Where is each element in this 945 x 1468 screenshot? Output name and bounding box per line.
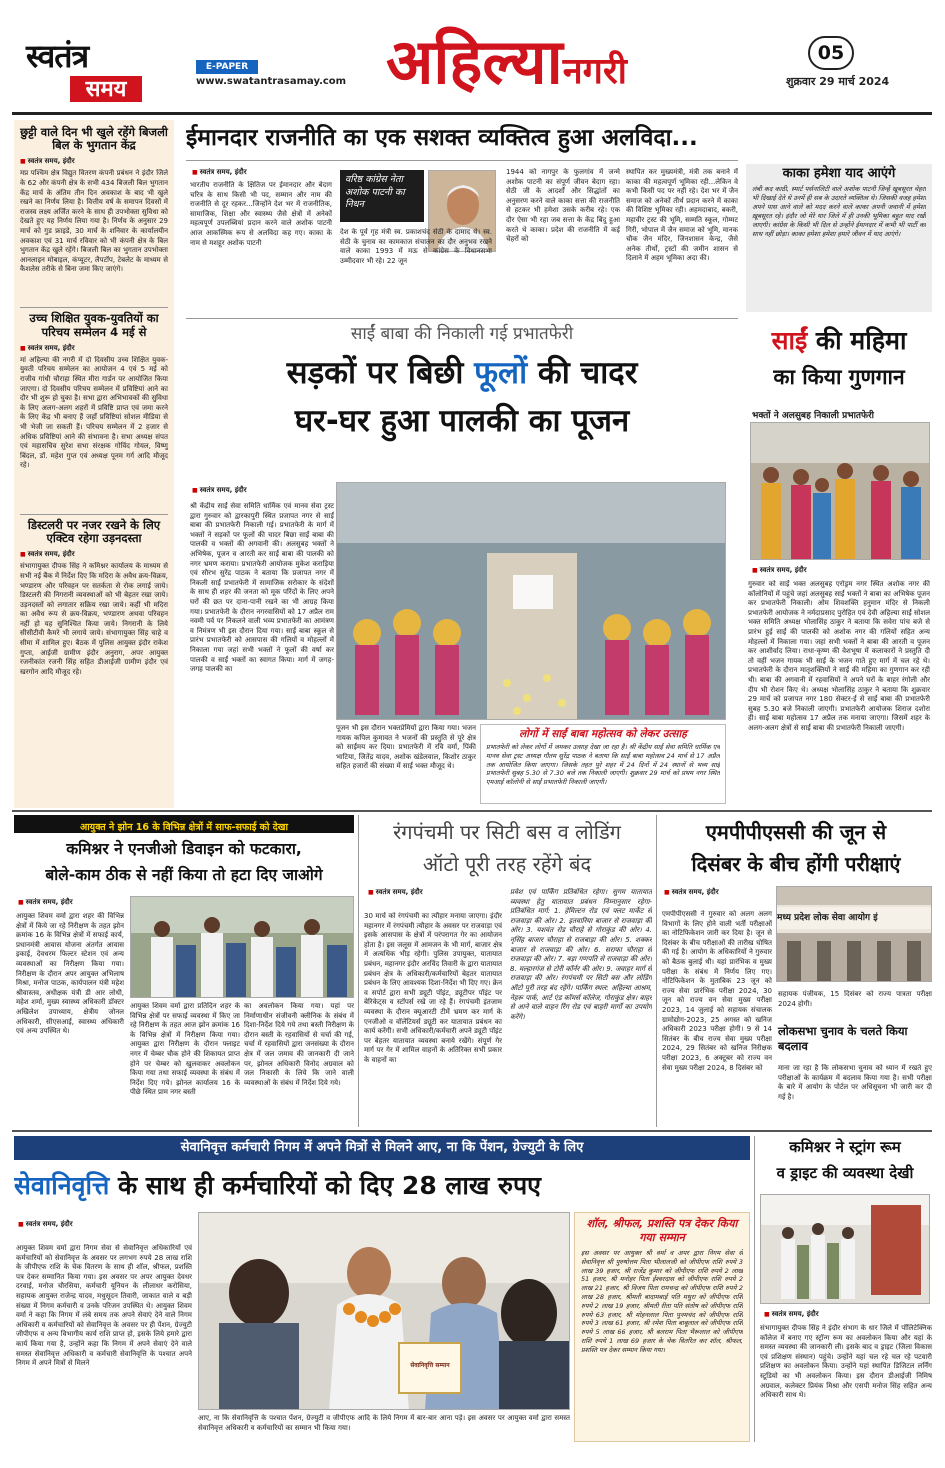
sai-headline-flowers: फूलों (474, 355, 528, 391)
building-illustration (777, 887, 932, 982)
pension-caption: आए, ना कि सेवानिवृत्ति के पश्चात पेंशन, ग्रेज्युटी व जीपीएफ आदि के लिये निगम में बार-बार आना पड़े। इस अवसर पर आयुक्त वर्मा द्वारा समस्त सेवानिवृत्त अधिकारी व कर्मचारियों का सम्मान भी किया गया। (198, 1414, 570, 1432)
pension-kicker (14, 1136, 750, 1160)
strong-room-body: संभागायुक्त दीपक सिंह ने इंदौर संभाग के धार जिले में पॉलिटेक्निक कॉलेज में बनाए गए स्ट्रॉन्ग रूम का अवलोकन किया और यहां के समस्त व्यवस्था की जानकारी ली। इसके बाद व ड्राइट (जिला विकास एवं प्रशिक्षण संस्थान) पहुंचे। उन्होंने यहां चल रहे चल रहे पटवारी प्रशिक्षण का अवलोकन किया। उन्होंने यहां स्थापित डिजिटल लर्निंग स्टूडियो का भी अवलोकन किया। इस दौरान डीआईजी निमिष अग्रवाल, कलेक्टर प्रियंक मिश्रा और एसपी मनोज सिंह सहित अन्य अधिकारी साथ थे। (760, 1324, 932, 1400)
story-intro-meet-headline: उच्च शिक्षित युवक-युवतियों का परिचय सम्मेलन 4 मई से (29, 311, 159, 339)
logo (26, 38, 164, 108)
masthead-rule (12, 112, 932, 115)
felicitation-box-body: इस अवसर पर आयुक्त श्री वर्मा व अपर द्वारा निगम सेवा से सेवानिवृत्त श्री पुरुषोत्तम पिता भीलालजी को जीपीएफ राशि रुपये 3 लाख 39 हजार, श्री राजेंद्र कुमार को जीपीएफ राशि रुपये 2 लाख 51 हजार, श्री मनोहर पिता ईश्वरदास को जीपीएफ राशि रुपये 2 लाख 21 हजार, श्री विजय पिता रामचन्द्र को जीपीएफ राशि रुपये 2 लाख 28 हजार, श्रीमती बादामबाई पति मथुरा को जीपीएफ राशि रुपये 2 लाख 19 हजार, श्रीमती रीता पति संतोष को जीपीएफ राशि रुपये 63 हजार, श्री मोहनलाल पिता पूनमचंद को जीपीएफ राशि रुपये 3 लाख 61 हजार, श्री रमेश पिता बाबूलाल को जीपीएफ राशि रुपये 5 लाख 66 हजार, श्री बलराम पिता भैरूलाल को जीपीएफ राशि रुपये 1 लाख 69 हजार के चेक वितरित कर शॉल, श्रीफल, प्रशस्ति पत्र देकर सम्मान किया गया। (581, 1249, 743, 1354)
sai-mahima-photo (750, 422, 930, 560)
story-bill-centre-headline: छुट्टी वाले दिन भी खुले रहेंगे बिजली बिल के भुगतान केंद्र (20, 125, 168, 153)
commissioner-headline-2: बोले-काम ठीक से नहीं किया तो हटा दिए जाओगे (45, 866, 323, 884)
commissioner-kicker-text: आयुक्त ने झोन 16 के विभिन्न क्षेत्रों में साफ-सफाई को देखा (79, 822, 289, 833)
row-3-rule (12, 1130, 932, 1132)
sai-mahima-headline-2: का किया गुणगान (773, 365, 905, 389)
pension-headline-part-b: के साथ ही कर्मचारियों को दिए 28 लाख रुपए (109, 1171, 541, 1200)
bus-col-2: प्रवेश एवं पार्किंग प्रतिबंधित रहेगा। सुगम यातायात व्यवस्था हेतु यातायात प्रबंधन निम्नानुसार रहेगा- प्रतिबंधित मार्ग: 1. हेमिल्टन रोड एवं फ्लट मार्केट से राजवाड़ा की ओर। 2. इतवारिया बाजार से राजवाड़ा की ओर। 3. यशवंत रोड चौराहे से गोराकुंड की ओर। 4. नृसिंह बाजार चौराहा से राजबाड़ा की ओर। 5. शक्कर बाजार से राजवाड़ा की ओर। 6. सराफा चौराहा से राजवाड़ा की ओर। 7. बड़ा गणपति से राजवाड़ा की ओर। 8. मल्हारगंज से टोरी कॉर्नर की ओर। 9. जवाहर मार्ग से राजवाड़ा की ओर। रंगपंचमी पर सिटी बस और लोडिंग ऑटो पूरी तरह बंद रहेंगे। पार्किंग स्थल: अहिल्या आश्रम, नेहरू पार्क, आर्ट एंड कॉमर्स कॉलेज, गोराकुंड क्षेत्र। बाहर से आने वाले वाहन रिंग रोड एवं बाहरी मार्गों का उपयोग करेंगे। (510, 888, 652, 1021)
website-link[interactable]: www.swatantrasamay.com (196, 76, 347, 87)
sai-festival-box (480, 724, 726, 804)
sai-festival-box-body: प्रभातफेरी को लेकर लोगों में जमकर उत्साह देखा जा रहा है। श्री केंद्रीय साईं सेवा समिति धार्मिक एवं मानव सेवा ट्रस्ट अध्यक्ष गौतम सुरेंद्र पाठक ने बताया कि साईं बाबा महोत्सव 24 मार्च से 17 अप्रैल तक आयोजित किया जाएगा। जिसके तहत पूरे शहर में 24 दिनों में 24 स्थानों से भव्य साईं प्रभातफेरी सुबह 5.30 से 7.30 बजे तक निकाली जाएगी। शुक्रवार 29 मार्च को प्रथम नगर स्थित एमआई कॉलोनी से साईं प्रभातफेरी निकाली जाएगी। (486, 743, 720, 787)
commissioner-body-2: आयुक्त शिवम वर्मा द्वारा प्रतिदिन शहर के विभिन्न क्षेत्रों पर सफाई व्यवस्था में किए जा रहे निरीक्षण के तहत आज झोन क्रमांक 16 के विभिन्न क्षेत्रों में निरीक्षण किया गया। आयुक्त द्वारा निरीक्षण के दौरान फ्लाइट नगर में चेम्बर चौक होने की शिकायत प्राप्त होने पर चेम्बर को खुलवाकर अवलोकन किया गया तथा सफाई व्यवस्था के संबंध में निर्देश दिए गये। झोनल कार्यालय 16 के पीछे स्थित प्राम नगर बस्ती (130, 1002, 240, 1097)
masthead (0, 0, 945, 112)
commissioner-body-1: आयुक्त शिवम वर्मा द्वारा शहर की विभिन्न क्षेत्रों में किये जा रहे निरीक्षण के तहत झोन क्रमांक 16 के विभिन्न क्षेत्रों में सफाई कार्य, प्रधानमंत्री आवास योजना अंतर्गत आवास इकाई, देवधरम फिल्टर स्टेशन एवं अन्य व्यवस्थाओं का निरीक्षण किया गया। निरीक्षण के दौरान अपर आयुक्त अभिलाष मिश्रा, मनोज पाठक, कार्यपालन यंत्री महेश श्रीवास्तव, अधीक्षक यंत्री डी आर लोधी, महेश शर्मा, मुख्य स्वास्थ्य अधिकारी डॉक्टर अखिलेश उपाध्याय, क्षेत्रीय जोनल अधिकारी, सीएसआई, स्वास्थ्य अधिकारी एवं अन्य उपस्थित थे। (16, 912, 124, 1036)
byline: ■ स्वतंत्र समय, इंदौर (18, 898, 73, 907)
title-sub: नगरी (562, 51, 627, 92)
mppsc-signboard: मध्य प्रदेश लोक सेवा आयोग इं (777, 907, 932, 929)
strong-room-headline-2: व ड्राइट की व्यवस्था देखी (776, 1164, 914, 1182)
sai-caption-body: पूजन भी इस दौरान भक्तप्रेमियों द्वारा किया गया। भजन गायक कपिल कुमावत ने भजनों की प्रस्तुति से पूरे क्षेत्र को साईंमय कर दिया। प्रभातफेरी में रवि वर्मा, पिंकी भाटिया, जितेंद्र यादव, अशोक खंडेलवाल, किशोर ठाकुर सहित हजारों की संख्या में साईं भक्त मौजूद थे। (336, 724, 476, 771)
commissioner-body-3: का अवलोकन किया गया। यहां पर निर्माणाधीन संजीवनी क्लीनिक के संबंध में दिशा-निर्देश दिये गये तथा बस्ती निरीक्षण के दौरान बस्ती के रहवासियों से चर्चा की गई, चर्चा में रहवासियों द्वारा जनसंख्या के दौरान क्षेत्र में जल जमाव की जानकारी दी जाने पर, झोनल अधिकारी विनोद अग्रवाल को जल निकासी के लिये कि जाने वाली व्यवस्थाओं के संबंध में निर्देश दिये गये। (244, 1002, 354, 1087)
issue-date: शुक्रवार 29 मार्च 2024 (786, 75, 890, 88)
kaka-sidebar-headline: काका हमेशा याद आएंगे (782, 166, 896, 181)
story-bill-centre-body: मप्र पश्चिम क्षेत्र विद्युत वितरण कंपनी प्रबंधन ने इंदौर जिले के 62 और कंपनी क्षेत्र के सभी 434 बिजली बिल भुगतान केंद्र मार्च के अंतिम तीन दिन अवकाश के बाद भी खुले रखने का निर्णय लिया है। वित्तीय वर्ष के समापन दिवसों में राजस्व लक्ष्य अर्जित करने के साथ ही उपभोक्ता सुविधा को देखते हुए यह निर्णय लिया गया है। निर्णय के अनुसार 29 मार्च को गुड फ्राइडे, 30 मार्च के शनिवार के कार्यालयीन अवकाश एवं 31 मार्च रविवार को भी कंपनी क्षेत्र के बिल भुगतान केंद्र खुले रहेंगे। बिजली बिल का भुगतान उपभोक्ता आनलाइन मोबाइल, कंप्यूटर, लैपटॉप, टेबलेट के माध्यम से कैशलेस तरीके से बिना जमा किए जाएंगे। (20, 169, 168, 274)
sai-mahima-headline-part-a: साईं (771, 326, 808, 355)
lead-col-3: 1944 को नागपुर के फुलगांव में जन्मे अशोक पाटनी का संपूर्ण जीवन बेदाग रहा। सेठी जी के आदर्शों और सिद्धांतों का अनुसरण करने वाले काका सत्ता की राजनीति से हटकर भी हमेशा उसके करीब रहे। एक दौर ऐसा भी रहा जब सत्ता के केंद्र बिंदु हुआ करते थे काका। प्रदेश की राजनीति में कई चेहरों को (506, 168, 620, 244)
commissioner-kicker (14, 815, 354, 833)
felicitation-box-headline: शॉल, श्रीफल, प्रशस्ति पत्र देकर किया गया सम्मान (586, 1217, 738, 1244)
bus-headline-1: रंगपंचमी पर सिटी बस व लोडिंग (393, 820, 621, 844)
obituary-tag-text: वरिष्ठ कांग्रेस नेता अशोक पाटनी का निधन (345, 174, 405, 210)
byline: ■ स्वतंत्र समय, इंदौर (20, 550, 168, 559)
lead-col-2: देश के पूर्व गृह मंत्री स्व. प्रकाशचंद सेठी के दामाद थे। स्व. सेठी के चुनाव का कामकाज संचालन का दौर अनुभव रखने वाले काका 1993 में मऊ से कांग्रेस के विधानसभा उम्मीदवार भी रहे। 22 जून (340, 228, 492, 265)
sai-mahima-headline-part-b: की महिमा (807, 326, 907, 355)
felicitation-box (574, 1212, 750, 1442)
mppsc-headline-2: दिसंबर के बीच होंगी परीक्षाएं (691, 852, 901, 876)
sai-headline-part-2: की चादर (527, 355, 638, 391)
byline: ■ स्वतंत्र समय, इंदौर (18, 1220, 73, 1229)
pension-kicker-text: सेवानिवृत्त कर्मचारी निगम में अपने मित्रों से मिलने आए, ना कि पेंशन, ग्रेज्युटी के लिए (180, 1140, 584, 1155)
story-distillery-headline: डिस्टलरी पर नजर रखने के लिए एक्टिव रहेगा उड़नदस्ता (27, 517, 161, 546)
row-2-rule (12, 810, 932, 812)
lead-headline: ईमानदार राजनीति का एक सशक्त व्यक्तित्व हुआ अलविदा... (186, 125, 698, 151)
inspection-illustration (131, 897, 354, 998)
obituary-tag (340, 170, 424, 222)
women-procession-illustration (751, 423, 930, 560)
sai-body: श्री केंद्रीय साईं सेवा समिति धार्मिक एवं मानव सेवा ट्रस्ट द्वारा गुरुवार को द्वारकापुरी स्थित प्रजापत नगर से साईं बाबा की प्रभातफेरी निकाली गई। प्रभातफेरी के मार्ग में भक्तों ने सड़कों पर फूलों की चादर बिछा साईं बाबा की पालकी व भक्तों की अगवानी की। अलसुबह भक्तों ने अभिषेक, पूजन व आरती कर साईं बाबा की पालकी को नगर भ्रमण कराया। प्रभातफेरी आयोजक मुकेश कराड़िया एवं सौरभ सुरेंद्र पाठक ने बताया कि प्रजापत नगर में निकली साईं प्रभातफेरी में सामाजिक सरोकार के संदेशों के साथ ही शहर की जनता को मूक परिंदों के लिए अपने घरों की छत पर दाना-पानी रखने का भी आग्रह किया गया। प्रभातफेरी के दौरान नगरवासियों को 17 अप्रैल राम नवमी पर्व पर निकलने वाली भव्य प्रभातफेरी का आमंत्रण व निमंत्रण भी इस दौरान दिया गया। साईं बाबा स्कूल से प्रारंभ प्रभातफेरी को आसपास की गलियों व मोहल्लों में निकाला गया जहां सभी भक्तों ने फूलों की वर्षा कर पालकी व साईं भक्तों का स्वागत किया। मार्ग में जगह-जगह पालकी का (190, 502, 334, 674)
byline: ■ स्वतंत्र समय, इंदौर (368, 888, 423, 897)
certificate-label: सेवानिवृत्ति सम्मान (410, 1362, 450, 1369)
sai-headline-2: घर-घर हुआ पालकी का पूजन (294, 403, 630, 439)
commissioner-headline-1: कमिश्नर ने एनजीओ डिवाइन को फटकारा, (66, 840, 302, 858)
sai-headline-part-1: सड़कों पर बिछी (286, 355, 475, 391)
byline: ■ स्वतंत्र समय, इंदौर (752, 566, 807, 575)
mppsc-headline-1: एमपीपीएससी की जून से (705, 820, 887, 844)
lead-col-1: भारतीय राजनीति के क्षितिज पर ईमानदार और बेदाग चरित्र के साथ किसी भी पद, सम्मान और नाम की राजनीति से दूर रहकर...जिन्होंने देश भर में राजनीतिक, सामाजिक, शिक्षा और स्वास्थ्य जैसे क्षेत्रों में अनेकों महत्वपूर्ण उपलब्धियां प्रदान करने वाले अशोक पाटनी आज आकस्मिक रूप से अलविदा कह गए। काका के नाम से मशहूर अशोक पाटनी (190, 181, 332, 247)
sai-kicker: साईं बाबा की निकाली गई प्रभातफेरी (350, 324, 574, 344)
logo-line-2: समय (70, 76, 142, 102)
sai-mahima-tag: भक्तों ने अलसुबह निकाली प्रभातफेरी (752, 411, 874, 421)
kaka-sidebar-body: लंबी कद काठी, स्मार्ट पर्सनालिटी वाले अशोक पाटनी जिन्हें खूबसूरत चेहरा भी दिखाई देते थे उनमें ही सब के उदारते व्यक्तित्व थे। जिसकी वजह हमेशा अपने पास आने वाले को मदद करने वाले काका अपनी जवानी में हमेशा ख़ूबसूरत रहे। इंदौर जो मेरे यार जिले में ही उनकी भूमिका बहुत याद रखी जाएगी। कांग्रेस के किसी भी दिल से उन्होंने ईमानदार में कभी भी पार्टी का साथ नहीं छोड़ा। काका हमेशा हमेशा हमारे जीवन में याद आएंगे। (752, 184, 926, 238)
page-title (386, 22, 766, 108)
title-main: अहिल्या (386, 25, 563, 98)
procession-illustration (337, 483, 726, 720)
left-column (14, 120, 174, 808)
sai-festival-box-headline: लोगों में साईं बाबा महोत्सव को लेकर उत्साह (519, 728, 687, 740)
mppsc-sub-body: माना जा रहा है कि लोकसभा चुनाव को ध्यान में रखते हुए परीक्षाओं के कार्यक्रम में बदलाव किया गया है। सभी परीक्षा के बारे में आयोग के पोर्टल पर अधिसूचना भी जारी कर दी गई है। (778, 1064, 932, 1101)
story-intro-meet-body: मां अहिल्या की नगरी में दो दिवसीय उच्च शिक्षित युवक-युवती परिचय सम्मेलन का आयोजन 4 एवं 5 मई को राजीव गांधी चौराहा स्थित मीरा गार्डन पर आयोजित किया जाएगा। दो दिवसीय परिचय सम्मेलन में प्रविष्टियां आने का दौर भी शुरू हो चुका है। सभा द्वारा अभिभावकों की सुविधा के लिए अलग-अलग शहरों में प्रविष्टि प्राप्त एवं जमा करने के लिए केंद्र भी बनाए हैं जहाँ प्रविष्टियां सोशल मीडिया से भी भेजी जा सकती हैं। परिचय सम्मेलन में 2 हजार से अधिक प्रविष्टियां आने की संभावना है। सभा अध्यक्ष संपत एवं महासचिव सुरेश सभा संरक्षक गोविंद गोयल, विष्णु बिंदल, डॉ. महेश गुप्त एवं अध्यक्ष पूनम गर्ग आदि मौजूद रहे। (20, 355, 168, 470)
pension-headline (14, 1166, 750, 1206)
lead-col-4: स्थापित कर मुख्यमंत्री, मंत्री तक बनाने में काका की महत्वपूर्ण भूमिका रही...लेकिन वे कभी किसी पद पर नहीं रहे। देश भर में जैन समाज को अनेकों तीर्थ प्रदान करने में काका की विशिष्ट भूमिका रही। अहमदाबाद, बकरी, महावीर ट्रस्ट की भूमि, सम्मति स्कूल, गोम्मट गिरी, भोपाल में जैन समाज को भूमि, मानक चौक जैन मंदिर, जिनशासन केन्द्र, जैसे अनेक तीर्थो, ट्रस्टों की जमीन शासन से दिलाने में अहम भूमिका अदा की। (626, 168, 738, 263)
epaper-badge: E-PAPER (196, 60, 258, 74)
strong-room-photo (760, 1194, 930, 1304)
sai-headline-1 (186, 352, 738, 394)
bus-col-1: 30 मार्च को रंगपंचमी का त्यौहार मनाया जाएगा। इंदौर महानगर में रंगपंचमी त्यौहार के अवसर पर राजवाड़ा एवं इसके आसपास के क्षेत्रों में परंपरागत गेर का आयोजन होता है। इस जलूस में आमजन के भी मार्ग, बाजार क्षेत्र में अत्यधिक भीड़ रहेगी। पुलिस उपायुक्त, यातायात प्रबंधन, महानगर इंदौर अरविंद तिवारी के द्वारा यातायात प्रबंधन क्षेत्र के अधिकारी/कर्मचारियों बेहतर यातायात प्रबंधन के लिए आवश्यक दिशा-निर्देश भी दिए गए। क्रेन व सपोर्ट द्वारा सभी ड्यूटी पॉइंट, ड्यूटीपर पॉइंट पर बेरिकेट्स व स्टॉपर्स रखे जा रहे हैं। रंगपंचमी इंतजाम व्यवस्था के दौरान क्यूआरटी टीमें भ्रमण कर मार्ग के एनजीओ व वॉलेंटियर्स ड्यूटी कर यातायात प्रबंधन का कार्य करेंगी। सभी अधिकारी/कर्मचारी अपने ड्यूटी पॉइंट पर बेहतर यातायात व्यवस्था बनाये रखेंगे। संपूर्ण गेर मार्ग पर गेर में शामिल वाहनों के अतिरिक्त सभी प्रकार के वाहनों का (364, 912, 502, 1064)
sai-procession-photo (336, 482, 726, 720)
bus-headline-2: ऑटो पूरी तरह रहेंगे बंद (422, 852, 592, 876)
byline: ■ स्वतंत्र समय, इंदौर (192, 168, 247, 177)
sai-mahima-headline (746, 324, 932, 358)
page-number: 05 (808, 36, 854, 70)
byline: ■ स्वतंत्र समय, इंदौर (20, 157, 168, 166)
logo-line-1: स्वतंत्र (26, 37, 89, 75)
pension-photo (198, 1212, 570, 1410)
felicitation-illustration (199, 1213, 570, 1410)
pension-body: आयुक्त शिवम वर्मा द्वारा निगम सेवा से सेवानिवृत्त अधिकारियों एवं कर्मचारियों को सेवानिवृत्त के अवसर पर लगभग रुपये 28 लाख राशि के जीपीएफ राशि के चेक वितरण के साथ ही शॉल, श्रीफल, प्रशस्ति पत्र देकर सम्मानित किया गया। इस अवसर पर अपर आयुक्त देवधर दरवाई, मनोज चौरसिया, कर्मचारी यूनियन के लीलाधर करोसिया, सहायक आयुक्त राजेन्द्र यादव, मधुसूदन तिवारी, जाकात वाले व बड़ी संख्या में निगम कर्मचारी व उनके परिजन उपस्थित थे। आयुक्त शिवम वर्मा ने कहा कि निगम में लंबे समय तक अपने सेवाएं देने वाले निगम अधिकारी व कर्मचारियों को सेवानिवृत्त के अवसर पर ही पेंशन, ग्रेज्युटी जीपीएफ व अन्य विभागीय कार्य राशि प्राप्त हो, इसके लिये हमारे द्वारा कार्य किया गया है, उन्होंने कहा कि निगम में अपने सेवाएं देने वाले समस्त सेवानिवृत्त अधिकारी व कर्मचारी सेवानिवृत्ति के पश्चात अपने निगम में अपने मित्रों से मिलने (16, 1244, 192, 1368)
strong-room-headline-1: कमिश्नर ने स्ट्रांग रूम (789, 1138, 901, 1156)
byline: ■ स्वतंत्र समय, इंदौर (20, 344, 168, 353)
mppsc-subhead: लोकसभा चुनाव के चलते किया बदलाव (778, 1024, 908, 1053)
byline: ■ स्वतंत्र समय, इंदौर (764, 1310, 819, 1319)
strong-room-illustration (761, 1195, 930, 1304)
commissioner-photo (130, 896, 354, 998)
sai-mahima-body: गुरुवार को साईं भक्त अलसुबह एरोड्रम नगर स्थित अशोक नगर की कॉलोनियों में पहुंचे जहां अलसुबह साईं भक्तों ने बाबा का अभिषेक पूजन कर प्रभातफेरी निकाली। ओम शिवशक्ति हनुमान मंदिर से निकली प्रभातफेरी आयोजक ने नर्मदाप्रसाद पुरोहित एवं देवी अहिल्या साईं सोशल भक्त समिति अध्यक्ष भोलासिंह ठाकुर ने बताया कि सवेरा पांच बजे से प्रारंभ हुई साईं की पालकी को अशोक नगर की गलियों सहित अन्य मोहल्लों में निकाला गया। जहां सभी भक्तों ने बाबा की आरती व पूजन कर आशीर्वाद लिया। राधा-कृष्ण की वेशभूषा में कलाकारों ने प्रस्तुति दी तो वहीं भजन गायक भी साईं के भजन गाते हुए मार्ग में चल रहे थे। प्रभातफेरी के दौरान मातृशक्तियों ने साईं की महिमा का गुणगान कर रही थी। बाबा की अगवानी में रहवासियों ने अपने घरों के बाहर रंगोली और दीप भी रोशन किए थे। अध्यक्ष भोलासिंह ठाकुर ने बताया कि शुक्रवार 29 मार्च को प्रजापत नगर 180 सेक्टर-ई से साईं बाबा की प्रभातफेरी सुबह 5.30 बजे निकाली जाएगी। प्रभातफेरी आयोजक शिराज दशोरा ही। साईं बाबा महोत्सव 17 अप्रैल तक मनाया जाएगा। जिसमें शहर के अलग-अलग क्षेत्रों से साईं बाबा की प्रभातफेरी निकाली जाएगी। (748, 580, 930, 732)
byline: ■ स्वतंत्र समय, इंदौर (192, 486, 247, 495)
story-distillery-body: संभागायुक्त दीपक सिंह ने कमिश्नर कार्यालय के माध्यम से सभी नई बैंक में निर्देश दिए कि मदिरा के अवैध क्रय-विक्रय, भण्डारण और परिवहन पर सतर्कता से रोक लगाई जाये। डिस्टलरी की निगरानी व्यवस्थाओं को भी बेहतर रखा जाये। उड़नदस्तों को लगातार सक्रिय रखा जाये। कहीं भी मदिरा का अवैध रूप से क्रय-विक्रय, भण्डारण अथवा परिवहन नहीं हो यह सुनिश्चित किया जाये। निगरानी के लिये सीसीटीवी कैमरे भी लगाये जाये। संभागायुक्त सिंह चाहे व सीमा में शामिल हुए। बैठक में पुलिस आयुक्त इंदौर राकेश गुप्ता, आईजी ग्रामीण इंदौर अनुराग, अपर आयुक्त रजनीकांत रजनी सिंह सहित डीआईजी ग्रामीण इंदौर एवं खरगोन आदि मौजूद रहे। (20, 562, 168, 676)
pension-headline-part-a: सेवानिवृत्ति (14, 1171, 110, 1200)
mppsc-building-photo (776, 886, 932, 982)
mppsc-body-right: सहायक पंजीयक, 15 दिसंबर को राज्य पात्रता परीक्षा 2024 होगी। (778, 990, 932, 1008)
mppsc-body: एमपीपीएससी ने गुरुवार को अलग अलग विभागों के लिए होने वाली भर्ती परीक्षाओं का नोटिफिकेशन जारी कर दिया है। जून से दिसंबर के बीच परीक्षाओं की तारीख घोषित की गई है। आयोग के अधिकारियों ने गुरुवार को बैठक बुलाई थी। यहां प्रारंभिक व मुख्य परीक्षा के संबंध में निर्णय लिए गए। नोटिफिकेशन के मुताबिक 23 जून को राज्य सेवा प्रारंभिक परीक्षा 2024, 30 जून को राज्य वन सेवा मुख्य परीक्षा 2023, 14 जुलाई को सहायक संचालक ग्रामोद्योग-2023, 25 अगस्त को खनिज अधिकारी 2023 परीक्षा होगी। 9 से 14 सितंबर के बीच राज्य सेवा मुख्य परीक्षा 2024, 29 सितंबर को खनिज निरीक्षक परीक्षा 2023, 6 अक्टूबर को राज्य वन सेवा मुख्य परीक्षा 2024, 8 दिसंबर को (662, 910, 772, 1072)
byline: ■ स्वतंत्र समय, इंदौर (664, 888, 719, 897)
kaka-sidebar (746, 164, 932, 312)
